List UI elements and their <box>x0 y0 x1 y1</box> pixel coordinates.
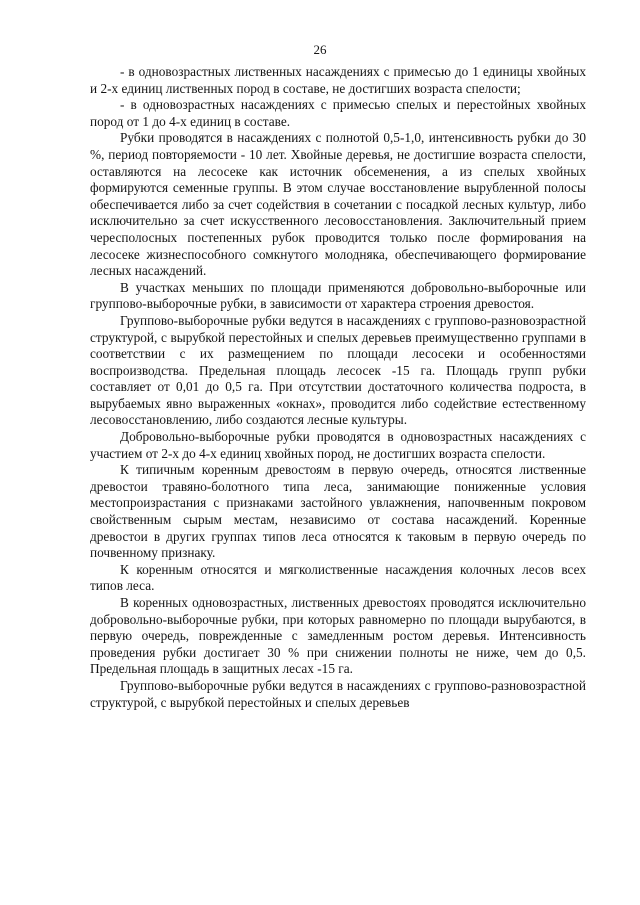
paragraph-7: К типичным коренным древостоям в первую очередь, относятся лиственные древостои травяно-болотного типа леса, занимающие пониженные условия местопроизрастания с признаками застойного увлажнения, напочвенным покровом свойственным сырым местам, независимо от состава насаждений. Коренные древостои в других группах типов леса относятся к таковым в первую очередь по почвенному признаку. <box>90 462 586 561</box>
paragraph-1: - в одновозрастных лиственных насаждениях с примесью до 1 единицы хвойных и 2-х единиц лиственных пород в составе, не достигших возраста спелости; <box>90 64 586 96</box>
paragraph-4: В участках меньших по площади применяются добровольно-выборочные или группово-выборочные рубки, в зависимости от характера строения древостоя. <box>90 279 586 312</box>
paragraph-6: Добровольно-выборочные рубки проводятся в одновозрастных насаждениях с участием от 2-х до 4-х единиц хвойных пород, не достигших возраста спелости. <box>90 429 586 461</box>
paragraph-2: - в одновозрастных насаждениях с примесью спелых и перестойных хвойных пород от 1 до 4-х единиц в составе. <box>90 97 586 129</box>
paragraph-10: Группово-выборочные рубки ведутся в насаждениях с группово-разновозрастной структурой, с вырубкой перестойных и спелых деревьев <box>90 677 586 710</box>
document-body <box>90 64 586 711</box>
paragraph-9: В коренных одновозрастных, лиственных древостоях проводятся исключительно добровольно-выборочные рубки, при которых равномерно по площади вырубаются, в первую очередь, поврежденные с замедленным ростом деревья. Интенсивность проведения рубки достигает 30 % при снижении полноты не ниже, чем до 0,5. Предельная площадь в защитных лесах -15 га. <box>90 595 586 677</box>
paragraph-5: Группово-выборочные рубки ведутся в насаждениях с группово-разновозрастной структурой, с вырубкой перестойных и спелых деревьев преимущественно группами в соответствии с их размещением по площади лесосеки и особенностями воспроизводства. Предельная площадь лесосек -15 га. Площадь групп рубки составляет от 0,01 до 0,5 га. При отсутствии достаточного количества подроста, в вырубаемых явно выраженных «окнах», проводится либо содействие естественному лесовосстановлению, либо создаются лесные культуры. <box>90 312 586 428</box>
page-number: 26 <box>313 42 327 57</box>
paragraph-8: К коренным относятся и мягколиственные насаждения колочных лесов всех типов леса. <box>90 561 586 594</box>
paragraph-3: Рубки проводятся в насаждениях с полнотой 0,5-1,0, интенсивность рубки до 30 %, период повторяемости - 10 лет. Хвойные деревья, не достигшие возраста спелости, оставляются на лесосеке как источник обсеменения, а из спелых хвойных формируются семенные группы. В этом случае восстановление вырубленной полосы обеспечивается либо за счет содействия в сочетании с посадкой лесных культур, либо исключительно за счет искусственного лесовосстановления. Заключительный прием чересполосных постепенных рубок проводится только после формирования на лесосеке жизнеспособного сомкнутого молодняка, обеспечивающего формирование лесных насаждений. <box>90 130 586 279</box>
